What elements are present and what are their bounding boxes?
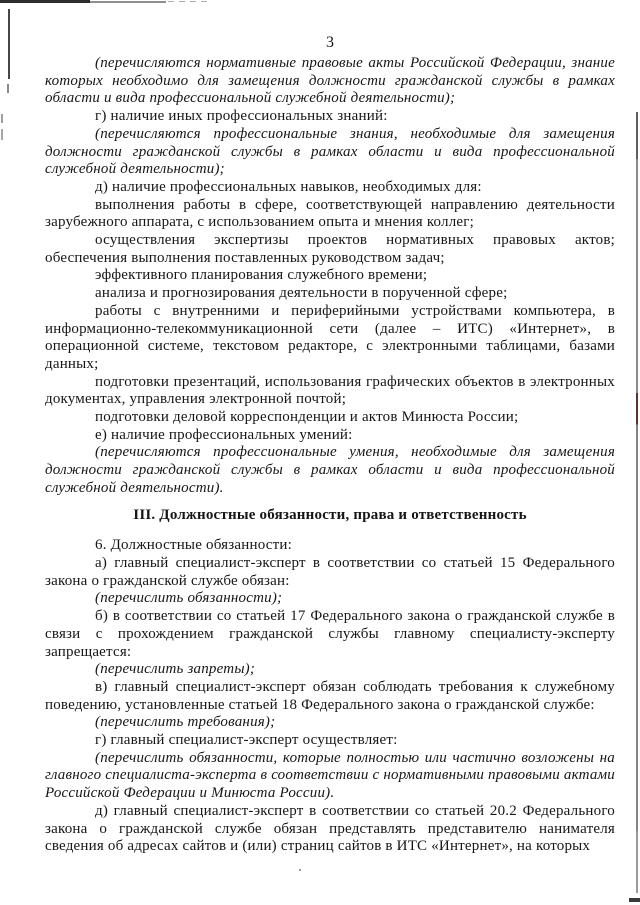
paragraph: работы с внутренними и периферийными устройствами компьютера, в информационно-телекоммуникационной сети (далее – ИТС) «Интернет», в операционной системе, текстовом редакторе, с электронными таблицами, базами данных; (45, 302, 615, 372)
paragraph: подготовки презентаций, использования графических объектов в электронных документах, управления электронной почтой; (45, 373, 615, 408)
scan-artifact-right-line (636, 112, 638, 893)
paragraph: (перечислить требования); (95, 714, 276, 731)
paragraph: анализа и прогнозирования деятельности в порученной сфере; (95, 285, 508, 302)
paragraph: е) наличие профессиональных умений: (95, 426, 353, 443)
paragraph: выполнения работы в сфере, соответствующей направлению деятельности зарубежного аппарата, с использованием опыта и мнения коллег; (45, 196, 615, 231)
paragraph: д) главный специалист-эксперт в соответствии со статьей 20.2 Федерального закона о гражданской службе обязан представлять представителю нанимателя сведения об адресах сайтов и (или) страниц сайтов в ИТС «Интернет», на которых (45, 802, 615, 855)
section-heading: III. Должностные обязанности, права и ответственность (133, 506, 527, 523)
paragraph: (перечислить запреты); (95, 661, 256, 678)
paragraph: г) главный специалист-эксперт осуществляет: (95, 732, 398, 749)
scan-artifact-top-line-fade (90, 1, 166, 3)
scan-artifact-left-dash (1, 129, 3, 140)
scan-artifact-corner-mark (629, 898, 640, 902)
paragraph: (перечислить обязанности, которые полностью или частично возложены на главного специалиста-эксперта в соответствии с нормативными правовыми актами Российской Федерации и Минюста России). (45, 749, 615, 802)
scan-artifact-top-line (0, 0, 90, 3)
paragraph: г) наличие иных профессиональных знаний: (95, 108, 388, 125)
paragraph: в) главный специалист-эксперт обязан соблюдать требования к служебному поведению, установленные статьей 18 Федерального закона о гражданской службе: (45, 678, 615, 713)
paragraph: д) наличие профессиональных навыков, необходимых для: (95, 178, 482, 195)
scan-artifact-dot (299, 869, 301, 871)
paragraph: (перечисляются профессиональные знания, необходимые для замещения должности гражданской службы в рамках области и вида профессиональной служебной деятельности); (45, 125, 615, 178)
page-number: 3 (326, 34, 334, 51)
paragraph: а) главный специалист-эксперт в соответствии со статьей 15 Федерального закона о гражданской службе обязан: (45, 554, 615, 589)
scan-artifact-top-line-dashes (168, 1, 212, 2)
paragraph: подготовки деловой корреспонденции и актов Минюста России; (95, 409, 519, 426)
paragraph: (перечислить обязанности); (95, 590, 283, 607)
paragraph: (перечисляются профессиональные умения, необходимые для замещения должности гражданской службы в рамках области и вида профессиональной служебной деятельности). (45, 444, 615, 496)
document-body (45, 55, 615, 856)
paragraph: эффективного планирования служебного времени; (95, 267, 428, 284)
paragraph: осуществления экспертизы проектов нормативных правовых актов; обеспечения выполнения поставленных руководством задач; (45, 232, 615, 266)
scan-artifact-left-dash (1, 114, 3, 123)
scan-artifact-left-dash (7, 84, 9, 93)
paragraph: (перечисляются нормативные правовые акты Российской Федерации, знание которых необходимо для замещения должности гражданской службы в рамках области и вида профессиональной служебной деятельности); (45, 55, 615, 107)
scan-artifact-left-line (8, 9, 10, 79)
paragraph: 6. Должностные обязанности: (95, 537, 292, 554)
paragraph: б) в соответствии со статьей 17 Федерального закона о гражданской службе в связи с прохождением гражданской службы главному специалисту-эксперту запрещается: (45, 608, 615, 660)
